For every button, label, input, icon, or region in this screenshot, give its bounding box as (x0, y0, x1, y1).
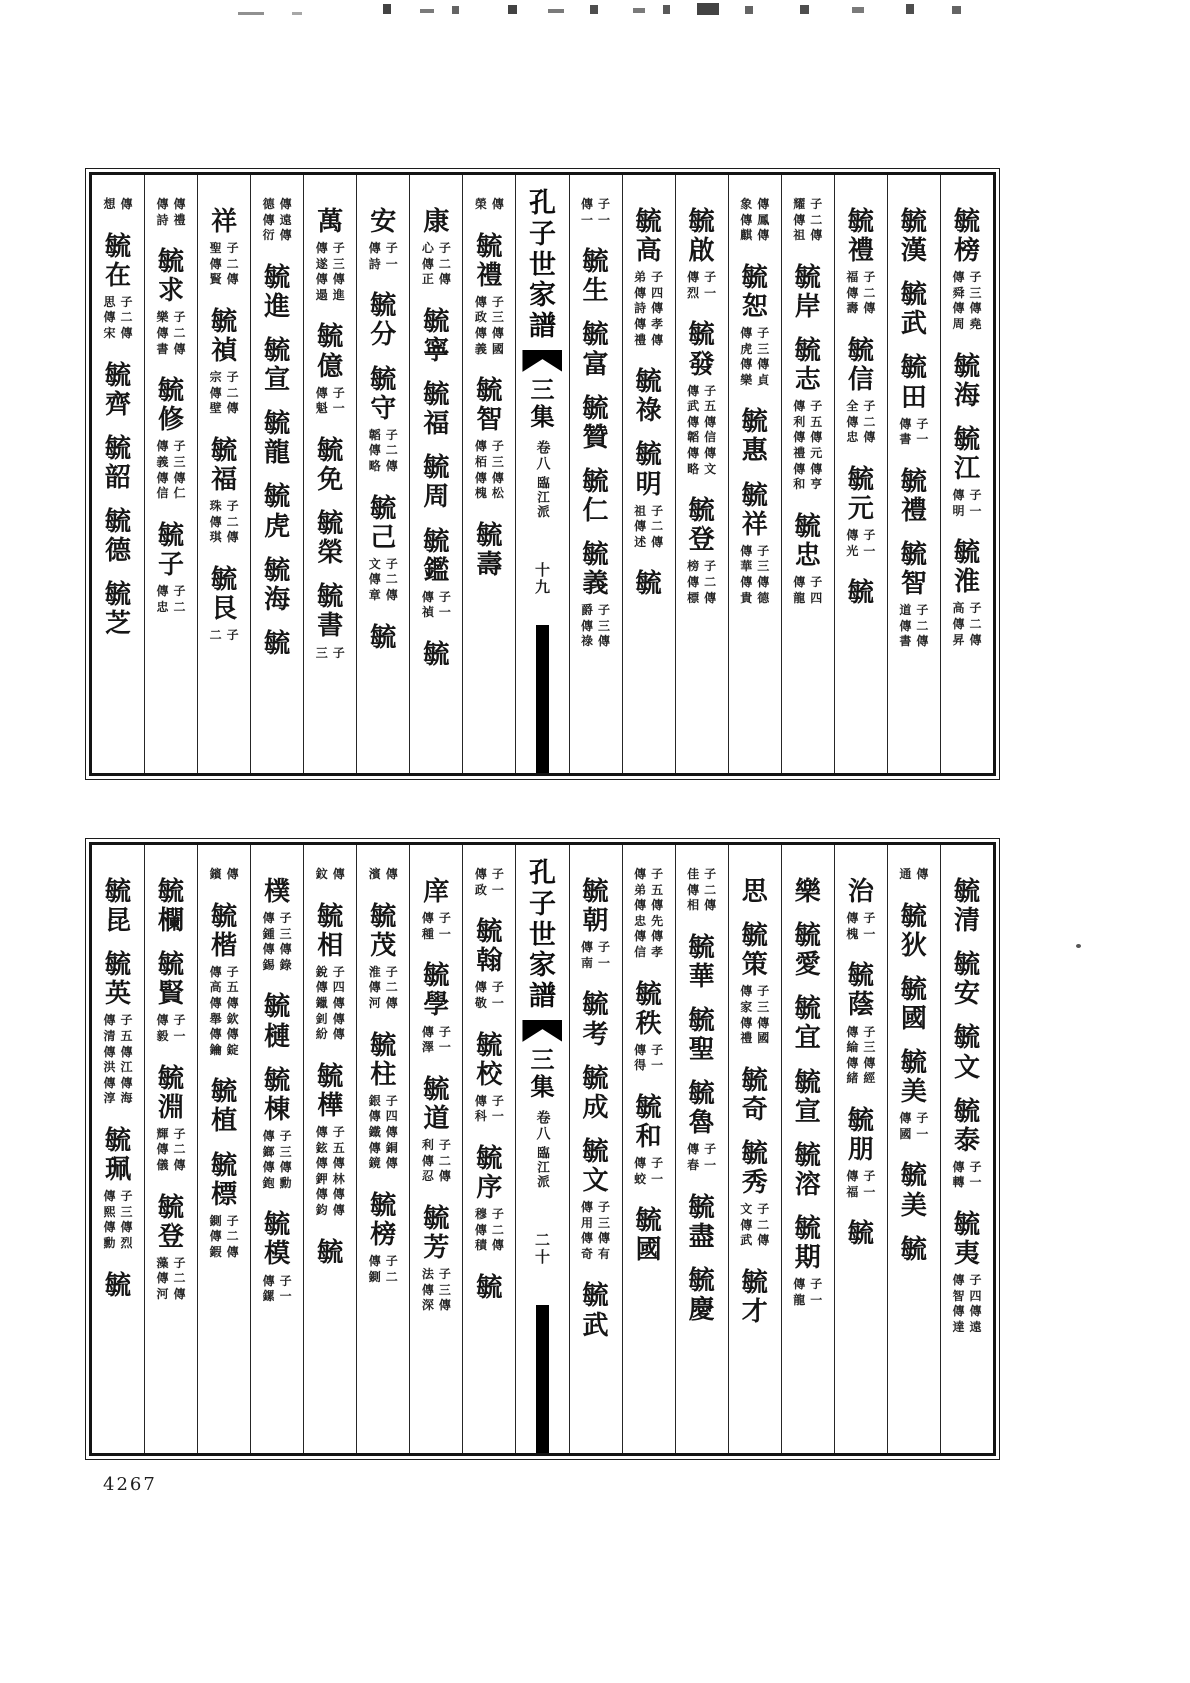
genealogy-grid-upper (89, 172, 996, 776)
name-entry: 毓 華 (688, 932, 715, 992)
descendants-annotation: 榜 子 傳 二 標 傳 (687, 559, 717, 605)
name-entry: 毓 德 (104, 507, 131, 567)
genealogy-column (623, 175, 676, 773)
name-entry: 毓 (104, 1270, 131, 1301)
genealogy-column (888, 175, 941, 773)
name-entry: 毓 文 (953, 1023, 980, 1083)
name-entry: 毓 求 (158, 247, 185, 307)
name-entry: 毓 祥 (741, 480, 768, 540)
name-entry: 毓 壽 (476, 520, 503, 580)
name-entry: 毓 禮 (900, 466, 927, 526)
volume-label: 卷八 (534, 1110, 551, 1143)
genealogy-column (676, 175, 729, 773)
descendants-annotation: 濱 傳 (368, 867, 398, 881)
descendants-annotation: 想 傳 (103, 197, 133, 211)
name-entry: 毓 元 (847, 465, 874, 525)
descendants-annotation: 爵 子 傳 三 祿 傳 (581, 603, 611, 649)
name-entry: 毓 考 (582, 990, 609, 1050)
descendants-annotation: 鑌 傳 (209, 867, 239, 881)
name-entry: 毓 蔭 (847, 961, 874, 1021)
name-entry: 毓 策 (741, 921, 768, 981)
name-entry: 毓 登 (158, 1192, 185, 1252)
name-entry: 毓 珮 (104, 1126, 131, 1186)
book-title: 孔 子 世 家 譜 (528, 858, 556, 1013)
name-entry: 毓 (423, 639, 450, 670)
name-entry: 毓 標 (211, 1150, 238, 1210)
genealogy-column (251, 175, 304, 773)
descendants-annotation: 傳 子 忠 二 (156, 584, 186, 614)
scan-artifact (663, 5, 670, 14)
descendants-annotation: 傳 子 一 一 (581, 197, 611, 227)
folio-page-number: 十九 (532, 561, 551, 596)
descendants-annotation: 傳 子 科 一 (474, 1093, 504, 1124)
descendants-annotation: 宗 子 傳 二 壁 傳 (209, 370, 239, 416)
name-entry: 毓 江 (953, 424, 980, 484)
genealogy-column (782, 845, 835, 1453)
genealogy-column (410, 845, 463, 1453)
name-entry: 毓 秀 (741, 1138, 768, 1199)
genealogy-column (729, 845, 782, 1453)
name-entry: 毓 田 (900, 353, 927, 413)
descendants-annotation: 傳 子 光 一 (846, 528, 876, 558)
footer-page-number: 4267 (103, 1474, 157, 1495)
name-entry: 毓 (635, 569, 662, 600)
name-entry: 毓 進 (264, 262, 291, 322)
descendants-annotation: 傳 子 虎 三 傳 傳 樂 貞 (740, 326, 770, 387)
descendants-annotation: 傳 子 種 一 (421, 911, 451, 941)
name-entry: 毓 欄 (158, 877, 185, 937)
descendants-annotation: 傳 子 春 一 (687, 1142, 717, 1173)
descendants-annotation: 德 傳 傳 遠 衍 傳 (262, 197, 292, 243)
genealogy-column (145, 175, 198, 773)
name-entry: 毓 修 (158, 376, 185, 436)
name-entry: 毓 智 (476, 376, 503, 436)
name-entry: 毓 淵 (158, 1063, 185, 1123)
descendants-annotation: 傳 子 詩 一 (368, 241, 398, 271)
name-entry: 毓 榜 (953, 207, 980, 267)
descendants-annotation: 傳 子 鍾 三 傳 傳 錫 錄 (262, 911, 292, 972)
genealogy-column (782, 175, 835, 773)
name-entry: 毓 福 (423, 380, 450, 440)
name-entry: 毓 相 (317, 901, 344, 961)
name-entry: 毓 免 (317, 435, 344, 495)
name-entry: 萬 (317, 207, 344, 237)
name-entry: 毓 啟 (688, 207, 715, 267)
genealogy-column (304, 175, 357, 773)
descendants-annotation: 傳 子 鍘 二 (368, 1254, 398, 1284)
name-entry: 毓 (847, 578, 874, 609)
name-entry: 樸 (264, 877, 291, 907)
fishtail-mark-icon (522, 1020, 562, 1042)
name-entry: 毓 泰 (953, 1096, 980, 1156)
name-entry: 毓 棟 (264, 1065, 291, 1125)
descendants-annotation: 傳 子 敬 一 (474, 980, 504, 1010)
name-entry: 思 (741, 877, 768, 907)
genealogy-column (676, 845, 729, 1453)
scan-artifact (238, 12, 264, 15)
name-entry: 毓 模 (264, 1210, 291, 1270)
name-entry: 毓 夷 (953, 1210, 980, 1270)
descendants-annotation: 穆 子 傳 二 積 傳 (474, 1207, 504, 1253)
descendants-annotation: 弟 子 傳 四 詩 傳 傳 孝 禮 傳 (634, 270, 664, 347)
name-entry: 治 (847, 877, 874, 907)
descendants-annotation: 傳 子 綸 三 傳 傳 緒 經 (846, 1024, 876, 1086)
scan-artifact (508, 5, 517, 14)
name-entry: 毓 武 (582, 1281, 609, 1341)
name-entry: 毓 奇 (741, 1065, 768, 1125)
descendants-annotation: 榮 傳 (474, 197, 504, 211)
name-entry: 毓 惠 (741, 407, 768, 467)
name-entry: 毓 龍 (264, 409, 291, 469)
descendants-annotation: 傳 子 龍 四 (793, 575, 823, 605)
descendants-annotation: 心 子 傳 二 正 傳 (421, 241, 451, 287)
name-entry: 毓 仁 (582, 466, 609, 526)
descendants-annotation: 珠 子 傳 二 琪 傳 (209, 499, 239, 545)
name-entry: 毓 武 (900, 280, 927, 340)
descendants-annotation: 傳 子 明 一 (952, 488, 982, 518)
name-entry: 毓 狄 (900, 901, 927, 961)
genealogy-column (570, 845, 623, 1453)
descendants-annotation: 法 子 傳 三 深 傳 (421, 1266, 451, 1313)
name-entry: 毓 安 (953, 950, 980, 1010)
descendants-annotation: 淮 子 傳 二 河 傳 (368, 964, 398, 1010)
name-entry: 毓 楷 (211, 901, 238, 961)
name-entry: 毓 校 (476, 1030, 503, 1090)
descendants-annotation: 銀 子 傳 四 鐵 傳 傳 銅 鏡 傳 (368, 1093, 398, 1171)
name-entry: 毓 守 (370, 364, 397, 424)
name-entry: 毓 樺 (317, 1061, 344, 1121)
scan-artifact (383, 4, 391, 14)
branch-label: 臨江派 (535, 476, 551, 520)
name-entry: 毓 國 (900, 974, 927, 1034)
descendants-annotation: 傳 子 書 一 (899, 416, 929, 447)
name-entry: 毓 齊 (104, 360, 131, 420)
descendants-annotation: 傳 子 清 五 傳 傳 洪 江 傳 傳 淳 海 (103, 1013, 133, 1106)
name-entry: 毓 清 (953, 877, 980, 937)
name-entry: 祥 (211, 207, 238, 237)
scan-artifact (952, 6, 961, 14)
branch-label: 臨江派 (535, 1146, 551, 1190)
name-entry: 毓 志 (794, 336, 821, 396)
descendants-annotation: 傳 子 蛟 一 (634, 1156, 664, 1186)
descendants-annotation: 傳 子 政 三 傳 傳 義 國 (474, 294, 504, 356)
scan-artifact (906, 4, 914, 14)
scan-artifact (1076, 944, 1081, 948)
genealogy-column (198, 845, 251, 1453)
name-entry: 毓 (476, 1273, 503, 1303)
name-entry: 毓 禎 (211, 306, 238, 366)
name-entry: 毓 慶 (688, 1265, 715, 1325)
genealogy-column (357, 845, 410, 1453)
name-entry: 毓 海 (953, 351, 980, 411)
name-entry: 毓 秩 (635, 979, 662, 1039)
descendants-annotation: 利 子 傳 二 忍 傳 (421, 1137, 451, 1184)
descendants-annotation: 傳 子 鎯 三 傳 傳 鉋 勳 (262, 1128, 292, 1190)
title-column (516, 175, 569, 773)
descendants-annotation: 象 傳 傳 鳳 麒 傳 (740, 197, 770, 243)
descendants-annotation: 福 子 傳 二 壽 傳 (846, 270, 876, 316)
book-title: 孔 子 世 家 譜 (528, 188, 556, 343)
name-entry: 毓 登 (688, 496, 715, 556)
name-entry: 毓 生 (582, 247, 609, 307)
descendants-annotation: 輝 子 傳 二 儀 傳 (156, 1126, 186, 1173)
descendants-annotation: 傳 子 華 三 傳 傳 貴 德 (740, 543, 770, 605)
descendants-annotation: 傳 子 龍 一 (793, 1277, 823, 1307)
name-entry: 毓 柱 (370, 1030, 397, 1090)
name-entry: 毓 信 (847, 336, 874, 396)
descendants-annotation: 耀 子 傳 二 祖 傳 (793, 197, 823, 243)
scan-artifact (590, 5, 598, 14)
genealogy-column (92, 175, 145, 773)
name-entry: 毓 愛 (794, 921, 821, 981)
descendants-annotation: 傳 子 南 一 (581, 940, 611, 970)
name-entry: 毓 溶 (794, 1140, 821, 1200)
volume-label: 卷八 (534, 440, 551, 473)
scan-artifact (633, 8, 645, 13)
name-entry: 毓 子 (158, 520, 185, 580)
descendants-annotation: 銳 子 傳 四 鑞 傳 釗 傳 紛 傳 (315, 964, 345, 1042)
genealogy-column (463, 845, 516, 1453)
name-entry: 毓 學 (423, 961, 450, 1021)
genealogy-column (835, 175, 888, 773)
name-entry: 毓 漢 (900, 207, 927, 267)
name-entry: 毓 序 (476, 1144, 503, 1204)
name-entry: 毓 (370, 622, 397, 653)
name-entry: 毓 朝 (582, 877, 609, 937)
descendants-annotation: 傳 子 鏍 一 (262, 1273, 292, 1304)
genealogy-column (463, 175, 516, 773)
scan-artifact (697, 3, 719, 15)
black-column-bar (536, 625, 549, 773)
genealogy-column (145, 845, 198, 1453)
genealogy-column (357, 175, 410, 773)
genealogy-column (941, 175, 993, 773)
descendants-annotation: 藻 子 傳 二 河 傳 (156, 1255, 186, 1302)
name-entry: 毓 宜 (794, 994, 821, 1054)
name-entry: 毓 禮 (476, 231, 503, 291)
descendants-annotation: 傳 子 高 五 傳 傳 舉 欽 傳 傳 鑰 錠 (209, 964, 239, 1057)
genealogy-column (251, 845, 304, 1453)
name-entry: 毓 聖 (688, 1006, 715, 1066)
name-entry: 毓 淮 (953, 538, 980, 598)
name-entry: 毓 美 (900, 1161, 927, 1221)
descendants-annotation: 傳 子 智 四 傳 傳 達 遠 (952, 1273, 982, 1335)
descendants-annotation: 佳 子 傳 二 相 傳 (687, 867, 717, 913)
descendants-annotation: 傳 子 利 五 傳 傳 禮 元 傳 傳 和 亨 (793, 399, 823, 492)
descendants-annotation: 樂 子 傳 二 書 傳 (156, 310, 186, 356)
name-entry: 毓 和 (635, 1092, 662, 1153)
collection-label: 三 集 (530, 1045, 555, 1102)
descendants-annotation: 傳 子 魁 一 (315, 385, 345, 416)
name-entry: 毓 文 (582, 1136, 609, 1196)
name-entry: 毓 福 (211, 435, 238, 495)
genealogy-column (888, 845, 941, 1453)
genealogy-page-block-upper (85, 168, 1000, 780)
genealogy-grid-lower (89, 842, 996, 1456)
name-entry: 毓 分 (370, 291, 397, 351)
name-entry: 毓 魯 (688, 1079, 715, 1139)
name-entry: 毓 祿 (635, 367, 662, 427)
name-entry: 毓 盡 (688, 1192, 715, 1252)
name-entry: 毓 禮 (847, 207, 874, 267)
descendants-annotation: 傳 子 武 五 傳 傳 韜 信 傳 傳 略 文 (687, 383, 717, 476)
descendants-annotation: 傳 子 福 一 (846, 1169, 876, 1199)
genealogy-column (92, 845, 145, 1453)
genealogy-column (410, 175, 463, 773)
name-entry: 毓 岸 (794, 262, 821, 322)
name-entry: 毓 鑑 (423, 526, 450, 586)
genealogy-column (835, 845, 888, 1453)
descendants-annotation: 傳 子 家 三 傳 傳 禮 國 (740, 984, 770, 1046)
descendants-annotation: 祖 子 傳 二 述 傳 (634, 503, 664, 549)
name-entry: 毓 翰 (476, 917, 503, 977)
descendants-annotation: 傳 子 澤 一 (421, 1024, 451, 1055)
name-entry: 毓 韶 (104, 433, 131, 493)
fishtail-mark-icon (522, 350, 562, 372)
name-entry: 毓 艮 (211, 564, 238, 624)
descendants-annotation: 高 子 傳 二 昇 傳 (952, 601, 982, 647)
name-entry: 毓 榮 (317, 509, 344, 569)
descendants-annotation: 思 子 傳 二 宋 傳 (103, 294, 133, 340)
name-entry: 毓 智 (900, 540, 927, 600)
name-entry: 庠 (423, 877, 450, 907)
name-entry: 毓 (847, 1219, 874, 1250)
descendants-annotation: 傳 子 毅 一 (156, 1013, 186, 1044)
descendants-annotation: 傳 子 遂 三 傳 傳 遢 進 (315, 241, 345, 302)
genealogy-column (570, 175, 623, 773)
descendants-annotation: 傳 子 禎 一 (421, 589, 451, 620)
name-entry: 毓 明 (635, 440, 662, 500)
name-entry: 毓 發 (688, 320, 715, 380)
name-entry: 毓 高 (635, 207, 662, 267)
genealogy-column (941, 845, 993, 1453)
descendants-annotation: 鍘 子 傳 二 鍜 傳 (209, 1213, 239, 1259)
name-entry: 毓 賢 (158, 950, 185, 1010)
name-entry: 毓 美 (900, 1048, 927, 1108)
folio-page-number: 二十 (532, 1231, 551, 1266)
name-entry: 毓 虎 (264, 482, 291, 542)
descendants-annotation: 傳 子 政 一 (474, 867, 504, 897)
name-entry: 毓 朋 (847, 1105, 874, 1165)
name-entry: 毓 富 (582, 320, 609, 380)
scan-artifact (852, 7, 864, 13)
descendants-annotation: 道 子 傳 二 書 傳 (899, 603, 929, 649)
name-entry: 毓 槤 (264, 992, 291, 1052)
descendants-annotation: 二 子 (209, 628, 239, 643)
descendants-annotation: 傳 子 用 三 傳 傳 奇 有 (581, 1200, 611, 1261)
scan-artifact (745, 6, 753, 14)
name-entry: 毓 植 (211, 1077, 238, 1137)
descendants-annotation: 傳 子 得 一 (634, 1042, 664, 1073)
descendants-annotation: 傳 子 舜 三 傳 傳 周 堯 (952, 270, 982, 331)
name-entry: 樂 (794, 877, 821, 907)
name-entry: 毓 周 (423, 453, 450, 513)
name-entry: 毓 己 (370, 493, 397, 553)
name-entry: 毓 茂 (370, 901, 397, 961)
name-entry: 毓 期 (794, 1213, 821, 1274)
descendants-annotation: 聖 子 傳 二 賢 傳 (209, 241, 239, 287)
descendants-annotation: 傳 子 栢 三 傳 傳 槐 松 (474, 439, 504, 501)
name-entry: 毓 (317, 1237, 344, 1268)
name-entry: 毓 英 (104, 950, 131, 1010)
scan-artifact (420, 9, 434, 13)
descendants-annotation: 傳 子 轉 一 (952, 1159, 982, 1190)
descendants-annotation: 文 子 傳 二 武 傳 (740, 1202, 770, 1248)
name-entry: 毓 道 (423, 1074, 450, 1134)
name-entry: 毓 恕 (741, 262, 768, 322)
descendants-annotation: 通 傳 (899, 867, 929, 881)
name-entry: 毓 書 (317, 582, 344, 642)
genealogy-column (198, 175, 251, 773)
descendants-annotation: 傳 子 烈 一 (687, 270, 717, 300)
genealogy-page-block-lower (85, 838, 1000, 1460)
descendants-annotation: 全 子 傳 二 忠 傳 (846, 399, 876, 445)
descendants-annotation: 文 子 傳 二 章 傳 (368, 556, 398, 602)
scan-artifact (292, 12, 302, 15)
descendants-annotation: 傳 子 義 三 傳 傳 信 仁 (156, 439, 186, 501)
name-entry: 毓 芳 (423, 1203, 450, 1263)
scan-artifact (800, 5, 809, 14)
genealogy-column (729, 175, 782, 773)
name-entry: 毓 榜 (370, 1190, 397, 1250)
genealogy-column (304, 845, 357, 1453)
name-entry: 毓 宣 (794, 1067, 821, 1127)
descendants-annotation: 傳 子 熙 三 傳 傳 勳 烈 (103, 1189, 133, 1250)
scan-artifact (452, 6, 459, 14)
descendants-annotation: 傳 子 槐 一 (846, 911, 876, 941)
name-entry: 康 (423, 207, 450, 237)
name-entry: 毓 (264, 628, 291, 659)
descendants-annotation: 鈫 傳 (315, 867, 345, 881)
name-entry: 毓 國 (635, 1206, 662, 1266)
name-entry: 毓 億 (317, 322, 344, 382)
name-entry: 毓 成 (582, 1063, 609, 1123)
name-entry: 毓 才 (741, 1267, 768, 1328)
name-entry: 安 (370, 207, 397, 237)
scan-artifact (548, 9, 564, 13)
genealogy-column (623, 845, 676, 1453)
name-entry: 毓 芝 (104, 580, 131, 640)
name-entry: 毓 忠 (794, 511, 821, 571)
title-column (516, 845, 569, 1453)
descendants-annotation: 傳 子 鉉 五 傳 傳 鉀 林 傳 傳 鈞 傳 (315, 1125, 345, 1217)
name-entry: 毓 宣 (264, 336, 291, 396)
name-entry: 毓 昆 (104, 877, 131, 937)
descendants-annotation: 三 子 (315, 645, 345, 660)
descendants-annotation: 傳 子 弟 五 傳 傳 忠 先 傳 傳 信 孝 (634, 867, 664, 959)
black-column-bar (536, 1305, 549, 1453)
collection-label: 三 集 (530, 375, 555, 432)
name-entry: 毓 贊 (582, 393, 609, 453)
descendants-annotation: 傳 傳 詩 禮 (156, 197, 186, 227)
name-entry: 毓 寧 (423, 306, 450, 366)
name-entry: 毓 義 (582, 540, 609, 600)
name-entry: 毓 (900, 1234, 927, 1265)
name-entry: 毓 海 (264, 555, 291, 615)
name-entry: 毓 在 (104, 231, 131, 291)
descendants-annotation: 韜 子 傳 二 略 傳 (368, 427, 398, 473)
descendants-annotation: 傳 子 國 一 (899, 1111, 929, 1141)
